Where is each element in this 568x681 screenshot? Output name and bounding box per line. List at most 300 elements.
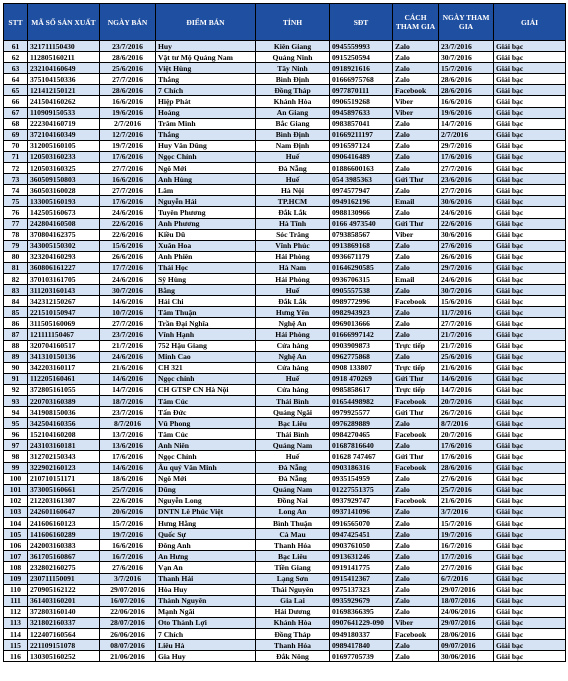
cell-method: Zalo: [393, 529, 439, 540]
cell-phone: 0949180337: [330, 628, 393, 639]
cell-stt: 104: [4, 518, 28, 529]
cell-code: 232104160649: [28, 63, 100, 74]
cell-stt: 71: [4, 151, 28, 162]
cell-province: Thanh Hóa: [256, 540, 330, 551]
cell-join-date: 27/7/2016: [439, 318, 494, 329]
table-row: [4, 540, 566, 551]
cell-sale-date: 18/6/2016: [100, 473, 156, 484]
header-sale-date: NGÀY BÁN: [100, 4, 156, 41]
table-row: [4, 196, 566, 207]
cell-province: Cửa hàng: [256, 362, 330, 373]
cell-sale-date: 24/6/2016: [100, 207, 156, 218]
cell-code: 342312150267: [28, 296, 100, 307]
cell-province: Hải Dương: [256, 606, 330, 617]
cell-stt: 85: [4, 307, 28, 318]
cell-method: Zalo: [393, 207, 439, 218]
cell-join-date: 14/6/2016: [439, 373, 494, 384]
cell-prize: Giải bạc: [494, 129, 566, 140]
cell-code: 222304160719: [28, 118, 100, 129]
cell-shop: Tâm Cúc: [156, 429, 256, 440]
cell-sale-date: 21/7/2016: [100, 340, 156, 351]
cell-province: Khánh Hòa: [256, 617, 330, 628]
cell-sale-date: 25/7/2016: [100, 484, 156, 495]
cell-join-date: 16/7/2016: [439, 540, 494, 551]
cell-province: Hà Nam: [256, 262, 330, 273]
cell-province: Hưng Yên: [256, 307, 330, 318]
cell-stt: 101: [4, 484, 28, 495]
cell-join-date: 24/6/2016: [439, 273, 494, 284]
cell-province: Huế: [256, 174, 330, 185]
cell-code: 342203160117: [28, 362, 100, 373]
cell-stt: 109: [4, 573, 28, 584]
table-row: [4, 229, 566, 240]
cell-stt: 68: [4, 118, 28, 129]
table-row: [4, 329, 566, 340]
cell-stt: 105: [4, 529, 28, 540]
cell-province: Gia Lai: [256, 595, 330, 606]
cell-stt: 73: [4, 174, 28, 185]
cell-sale-date: 24/6/2016: [100, 351, 156, 362]
cell-province: Bình Định: [256, 74, 330, 85]
table-row: [4, 85, 566, 96]
cell-join-date: 21/6/2016: [439, 495, 494, 506]
cell-code: 232802160275: [28, 562, 100, 573]
cell-shop: Ngọc Chính: [156, 151, 256, 162]
cell-phone: 01666975768: [330, 74, 393, 85]
cell-phone: 0905557538: [330, 285, 393, 296]
cell-stt: 95: [4, 418, 28, 429]
cell-method: Gửi Thư: [393, 373, 439, 384]
cell-sale-date: 12/7/2016: [100, 129, 156, 140]
cell-shop: Anh Phương: [156, 218, 256, 229]
cell-prize: Giải bạc: [494, 107, 566, 118]
cell-join-date: 30/6/2016: [439, 229, 494, 240]
table-row: [4, 240, 566, 251]
header-method: CÁCH THAM GIA: [393, 4, 439, 41]
table-row: [4, 218, 566, 229]
cell-join-date: 28/6/2016: [439, 85, 494, 96]
cell-code: 361403160201: [28, 595, 100, 606]
cell-join-date: 30/7/2016: [439, 285, 494, 296]
cell-province: Quảng Nam: [256, 484, 330, 495]
cell-prize: Giải bạc: [494, 52, 566, 63]
cell-code: 311203160143: [28, 285, 100, 296]
cell-shop: Nguyễn Long: [156, 495, 256, 506]
cell-stt: 115: [4, 640, 28, 651]
cell-phone: 01646290585: [330, 262, 393, 273]
cell-shop: Đông Anh: [156, 540, 256, 551]
cell-shop: Âu quý Văn Minh: [156, 462, 256, 473]
cell-prize: Giải bạc: [494, 351, 566, 362]
cell-prize: Giải bạc: [494, 429, 566, 440]
cell-stt: 110: [4, 584, 28, 595]
cell-join-date: 21/6/2016: [439, 362, 494, 373]
cell-stt: 63: [4, 63, 28, 74]
cell-shop: Hoàng: [156, 107, 256, 118]
table-row: [4, 207, 566, 218]
cell-stt: 113: [4, 617, 28, 628]
cell-code: 360503160028: [28, 185, 100, 196]
table-row: [4, 651, 566, 662]
cell-phone: 0947425451: [330, 529, 393, 540]
cell-phone: 0962775868: [330, 351, 393, 362]
cell-province: Lạng Sơn: [256, 573, 330, 584]
header-shop: ĐIỂM BÁN: [156, 4, 256, 41]
cell-province: Đà Nẵng: [256, 163, 330, 174]
cell-shop: DNTN Lê Phúc Việt: [156, 506, 256, 517]
cell-prize: Giải bạc: [494, 640, 566, 651]
cell-code: 142505160673: [28, 207, 100, 218]
cell-phone: 0975137323: [330, 584, 393, 595]
cell-province: Nam Định: [256, 140, 330, 151]
cell-province: Hải Phòng: [256, 251, 330, 262]
cell-phone: 0937141096: [330, 506, 393, 517]
cell-province: Cà Mau: [256, 529, 330, 540]
cell-sale-date: 19/7/2016: [100, 140, 156, 151]
cell-stt: 102: [4, 495, 28, 506]
cell-method: Zalo: [393, 484, 439, 495]
cell-sale-date: 22/06/2016: [100, 606, 156, 617]
cell-code: 152104160208: [28, 429, 100, 440]
cell-method: Zalo: [393, 473, 439, 484]
cell-join-date: 15/7/2016: [439, 63, 494, 74]
cell-shop: Thành Nguyên: [156, 595, 256, 606]
cell-stt: 98: [4, 451, 28, 462]
cell-province: Huế: [256, 285, 330, 296]
table-row: [4, 640, 566, 651]
cell-shop: CH GTSP CN Hà Nội: [156, 384, 256, 395]
prize-winners-table: [3, 3, 566, 662]
cell-shop: Huy Văn Dũng: [156, 140, 256, 151]
cell-prize: Giải bạc: [494, 218, 566, 229]
cell-join-date: 20/7/2016: [439, 396, 494, 407]
cell-prize: Giải bạc: [494, 196, 566, 207]
cell-sale-date: 21/06/2016: [100, 651, 156, 662]
cell-method: Zalo: [393, 307, 439, 318]
cell-phone: 0903909873: [330, 340, 393, 351]
cell-phone: 01886600163: [330, 163, 393, 174]
cell-shop: Vũ Phong: [156, 418, 256, 429]
cell-code: 342504160356: [28, 418, 100, 429]
cell-code: 375104150336: [28, 74, 100, 85]
table-row: [4, 262, 566, 273]
cell-method: Viber: [393, 96, 439, 107]
cell-prize: Giải bạc: [494, 495, 566, 506]
cell-method: Viber: [393, 107, 439, 118]
cell-shop: An Hưng: [156, 551, 256, 562]
cell-shop: Minh Cao: [156, 351, 256, 362]
cell-join-date: 29/7/2016: [439, 262, 494, 273]
cell-prize: Giải bạc: [494, 285, 566, 296]
cell-code: 120503160233: [28, 151, 100, 162]
cell-shop: 752 Hậu Giang: [156, 340, 256, 351]
cell-method: Gửi Thư: [393, 407, 439, 418]
cell-phone: 01697705739: [330, 651, 393, 662]
cell-method: Facebook: [393, 296, 439, 307]
table-row: [4, 384, 566, 395]
cell-stt: 108: [4, 562, 28, 573]
cell-province: Cửa hàng: [256, 384, 330, 395]
table-row: [4, 407, 566, 418]
cell-code: 360509150803: [28, 174, 100, 185]
cell-sale-date: 3/7/2016: [100, 573, 156, 584]
header-stt: STT: [4, 4, 28, 41]
cell-join-date: 3/7/2016: [439, 506, 494, 517]
cell-method: Facebook: [393, 462, 439, 473]
cell-shop: Thắng: [156, 129, 256, 140]
cell-sale-date: 28/6/2016: [100, 85, 156, 96]
cell-stt: 69: [4, 129, 28, 140]
cell-prize: Giải bạc: [494, 584, 566, 595]
cell-stt: 72: [4, 163, 28, 174]
cell-shop: Dũng: [156, 484, 256, 495]
cell-code: 361705160867: [28, 551, 100, 562]
cell-prize: Giải bạc: [494, 562, 566, 573]
cell-prize: Giải bạc: [494, 262, 566, 273]
cell-province: Đắk Lắk: [256, 207, 330, 218]
cell-shop: Ngọc chính: [156, 373, 256, 384]
cell-province: Đà Nẵng: [256, 473, 330, 484]
cell-method: Zalo: [393, 651, 439, 662]
cell-method: Zalo: [393, 151, 439, 162]
cell-join-date: 26/6/2016: [439, 251, 494, 262]
cell-stt: 100: [4, 473, 28, 484]
cell-phone: 0979925577: [330, 407, 393, 418]
cell-province: Sóc Trăng: [256, 229, 330, 240]
cell-prize: Giải bạc: [494, 307, 566, 318]
cell-shop: Ngọc Chính: [156, 451, 256, 462]
header-prize: GIẢI: [494, 4, 566, 41]
cell-code: 230711150091: [28, 573, 100, 584]
cell-phone: 01687816640: [330, 440, 393, 451]
cell-shop: Hiệp Phát: [156, 96, 256, 107]
cell-prize: Giải bạc: [494, 418, 566, 429]
cell-code: 372805161055: [28, 384, 100, 395]
cell-method: Trực tiếp: [393, 362, 439, 373]
cell-phone: 0977870111: [330, 85, 393, 96]
cell-sale-date: 28/6/2016: [100, 52, 156, 63]
cell-sale-date: 17/6/2016: [100, 151, 156, 162]
cell-code: 242003160383: [28, 540, 100, 551]
cell-shop: Lâm: [156, 185, 256, 196]
cell-shop: 7 Chích: [156, 85, 256, 96]
cell-shop: Thái Học: [156, 262, 256, 273]
cell-sale-date: 26/6/2016: [100, 251, 156, 262]
cell-shop: 7 Chích: [156, 628, 256, 639]
cell-method: Viber: [393, 229, 439, 240]
cell-province: Quảng Nam: [256, 440, 330, 451]
cell-phone: 0918921616: [330, 63, 393, 74]
cell-province: Kiên Giang: [256, 41, 330, 52]
cell-province: Long An: [256, 506, 330, 517]
cell-join-date: 18/07/2016: [439, 595, 494, 606]
cell-join-date: 17/6/2016: [439, 151, 494, 162]
cell-shop: Hải Chi: [156, 296, 256, 307]
cell-stt: 112: [4, 606, 28, 617]
cell-shop: Thắng: [156, 74, 256, 85]
prize-winners-sheet: [3, 3, 566, 662]
cell-prize: Giải bạc: [494, 473, 566, 484]
table-body: [4, 41, 566, 662]
cell-province: Đồng Tháp: [256, 628, 330, 639]
cell-province: Bạc Liêu: [256, 418, 330, 429]
cell-code: 370103161705: [28, 273, 100, 284]
table-row: [4, 551, 566, 562]
cell-shop: Trần Đại Nghĩa: [156, 318, 256, 329]
cell-prize: Giải bạc: [494, 140, 566, 151]
cell-prize: Giải bạc: [494, 518, 566, 529]
cell-province: Hải Phòng: [256, 273, 330, 284]
cell-phone: 0903761050: [330, 540, 393, 551]
cell-prize: Giải bạc: [494, 551, 566, 562]
cell-code: 270905162122: [28, 584, 100, 595]
cell-phone: 0974577947: [330, 185, 393, 196]
cell-sale-date: 13/7/2016: [100, 429, 156, 440]
cell-stt: 92: [4, 384, 28, 395]
cell-shop: Ngô Mới: [156, 163, 256, 174]
cell-sale-date: 10/7/2016: [100, 307, 156, 318]
cell-code: 220703160389: [28, 396, 100, 407]
cell-stt: 97: [4, 440, 28, 451]
cell-code: 372803160140: [28, 606, 100, 617]
cell-join-date: 27/6/2016: [439, 473, 494, 484]
cell-code: 130305160252: [28, 651, 100, 662]
cell-stt: 75: [4, 196, 28, 207]
cell-sale-date: 27/7/2016: [100, 185, 156, 196]
table-row: [4, 107, 566, 118]
header-join-date: NGÀY THAM GIA: [439, 4, 494, 41]
cell-prize: Giải bạc: [494, 540, 566, 551]
cell-method: Zalo: [393, 285, 439, 296]
cell-sale-date: 26/06/2016: [100, 628, 156, 639]
cell-phone: 01654498982: [330, 396, 393, 407]
cell-method: Zalo: [393, 74, 439, 85]
cell-stt: 74: [4, 185, 28, 196]
cell-join-date: 2/7/2016: [439, 129, 494, 140]
cell-stt: 70: [4, 140, 28, 151]
cell-method: Zalo: [393, 185, 439, 196]
table-row: [4, 495, 566, 506]
cell-join-date: 20/7/2016: [439, 429, 494, 440]
cell-phone: 0945559993: [330, 41, 393, 52]
table-header: [4, 4, 566, 41]
cell-phone: 0918 470269: [330, 373, 393, 384]
cell-code: 241504160262: [28, 96, 100, 107]
cell-province: Thanh Hóa: [256, 640, 330, 651]
cell-phone: 0969013666: [330, 318, 393, 329]
cell-sale-date: 20/6/2016: [100, 506, 156, 517]
table-row: [4, 362, 566, 373]
cell-stt: 88: [4, 340, 28, 351]
cell-method: Zalo: [393, 240, 439, 251]
cell-phone: 0989417840: [330, 640, 393, 651]
cell-phone: 01666997142: [330, 329, 393, 340]
cell-shop: Kiều Dũ: [156, 229, 256, 240]
cell-method: Zalo: [393, 584, 439, 595]
cell-sale-date: 27/7/2016: [100, 163, 156, 174]
header-province: TỈNH: [256, 4, 330, 41]
cell-code: 121412150121: [28, 85, 100, 96]
cell-stt: 84: [4, 296, 28, 307]
cell-sale-date: 18/7/2016: [100, 396, 156, 407]
cell-method: Zalo: [393, 329, 439, 340]
cell-join-date: 16/6/2016: [439, 96, 494, 107]
cell-shop: Tấn Đức: [156, 407, 256, 418]
table-row: [4, 396, 566, 407]
cell-code: 221510150947: [28, 307, 100, 318]
cell-stt: 106: [4, 540, 28, 551]
cell-shop: CH 321: [156, 362, 256, 373]
cell-stt: 64: [4, 74, 28, 85]
cell-sale-date: 27/6/2016: [100, 562, 156, 573]
cell-phone: 01669211197: [330, 129, 393, 140]
table-row: [4, 151, 566, 162]
cell-province: Tiền Giang: [256, 562, 330, 573]
cell-sale-date: 29/07/2016: [100, 584, 156, 595]
cell-join-date: 22/6/2016: [439, 218, 494, 229]
cell-prize: Giải bạc: [494, 63, 566, 74]
cell-sale-date: 16/7/2016: [100, 551, 156, 562]
cell-sale-date: 17/7/2016: [100, 262, 156, 273]
cell-method: Gửi Thư: [393, 218, 439, 229]
cell-join-date: 8/7/2016: [439, 418, 494, 429]
cell-sale-date: 16/07/2016: [100, 595, 156, 606]
cell-phone: 0166 4973540: [330, 218, 393, 229]
cell-shop: Anh Hùng: [156, 174, 256, 185]
table-row: [4, 174, 566, 185]
cell-method: Facebook: [393, 628, 439, 639]
cell-prize: Giải bạc: [494, 185, 566, 196]
cell-sale-date: 27/7/2016: [100, 318, 156, 329]
cell-shop: Vĩnh Hạnh: [156, 329, 256, 340]
cell-phone: 0913631246: [330, 551, 393, 562]
cell-method: Zalo: [393, 129, 439, 140]
header-code: MÃ SỐ SẢN XUẤT: [28, 4, 100, 41]
table-row: [4, 451, 566, 462]
table-row: [4, 273, 566, 284]
cell-join-date: 24/6/2016: [439, 207, 494, 218]
cell-sale-date: 19/7/2016: [100, 529, 156, 540]
cell-shop: Nguyễn Hải: [156, 196, 256, 207]
cell-stt: 83: [4, 285, 28, 296]
cell-method: Trực tiếp: [393, 384, 439, 395]
cell-sale-date: 17/6/2016: [100, 196, 156, 207]
table-row: [4, 296, 566, 307]
table-row: [4, 595, 566, 606]
cell-method: Zalo: [393, 318, 439, 329]
table-row: [4, 285, 566, 296]
cell-sale-date: 14/6/2016: [100, 462, 156, 473]
cell-code: 121111150467: [28, 329, 100, 340]
cell-sale-date: 14/6/2016: [100, 373, 156, 384]
cell-shop: Vật tư Mộ Quảng Nam: [156, 52, 256, 63]
cell-sale-date: 08/07/2016: [100, 640, 156, 651]
cell-stt: 66: [4, 96, 28, 107]
cell-prize: Giải bạc: [494, 484, 566, 495]
cell-stt: 103: [4, 506, 28, 517]
cell-prize: Giải bạc: [494, 151, 566, 162]
cell-province: Đắk Lắk: [256, 296, 330, 307]
cell-join-date: 29/07/2016: [439, 617, 494, 628]
cell-prize: Giải bạc: [494, 207, 566, 218]
cell-prize: Giải bạc: [494, 384, 566, 395]
cell-phone: 0913869168: [330, 240, 393, 251]
cell-sale-date: 14/7/2016: [100, 384, 156, 395]
cell-phone: 0976289889: [330, 418, 393, 429]
table-row: [4, 129, 566, 140]
cell-method: Email: [393, 273, 439, 284]
cell-shop: Thanh Hải: [156, 573, 256, 584]
